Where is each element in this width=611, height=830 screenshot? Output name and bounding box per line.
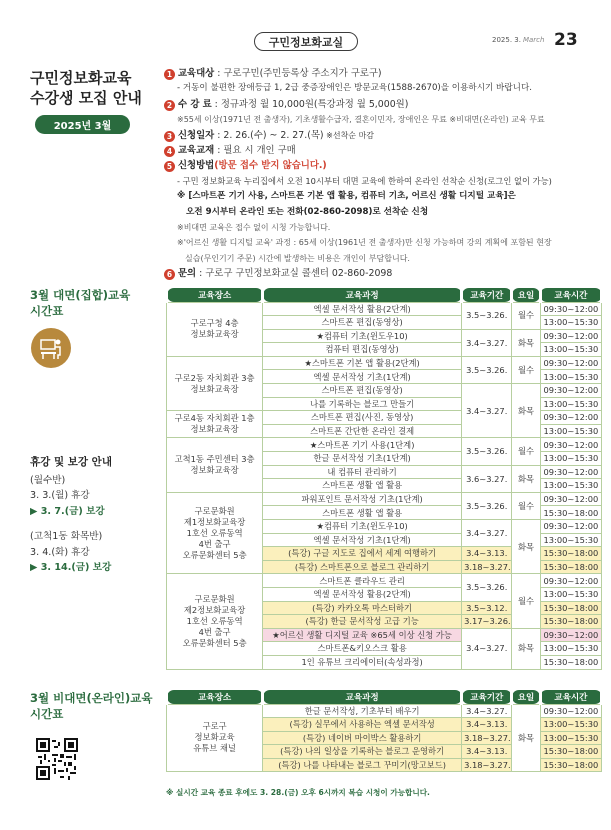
course-cell: ★스마트폰 기본 앱 활용(2단계) [263,356,462,370]
course-cell: 엑셀 문서작성 기초(1단계) [263,533,462,547]
period-cell: 3.18~3.27. [462,560,512,574]
place-cell: 구로4동 자치회관 1층 정보화교육장 [167,411,263,438]
time-cell: 13:00~15:30 [540,397,601,411]
course-cell: 한글 문서작성 기초(1단계) [263,452,462,466]
time-cell: 09:30~12:00 [540,492,601,506]
col-header: 교육시간 [540,690,601,704]
course-cell: 한글 문서작성, 기초부터 배우기 [263,704,462,718]
course-cell: 스마트폰 생활 앱 활용 [263,479,462,493]
period-cell: 3.18~3.27. [462,758,512,772]
number-badge: 1 [164,69,175,80]
issue-date: 2025. 3. March [492,36,545,44]
place-cell: 고척1동 주민센터 3층 정보화교육장 [167,438,263,492]
course-cell: 1인 유튜브 크리에이터(속성과정) [263,655,462,669]
period-cell: 3.5~3.26. [462,492,512,519]
period-cell: 3.4~3.27. [462,704,512,718]
col-header: 교육과정 [263,690,462,704]
period-cell: 3.4~3.27. [462,520,512,547]
period-cell: 3.4~3.13. [462,718,512,732]
period-cell: 3.4~3.27. [462,384,512,438]
footnote: ※ 실시간 교육 종료 후에도 3. 28.(금) 오후 6시까지 복습 시청이 가능합니다. [166,788,430,797]
time-cell: 15:30~18:00 [540,601,601,615]
time-cell: 09:30~12:00 [540,302,601,316]
month-badge: 2025년 3월 [35,115,130,134]
day-cell: 화목 [512,384,540,438]
time-cell: 13:00~15:30 [540,731,601,745]
time-cell: 15:30~18:00 [540,560,601,574]
course-cell: 스마트폰 생활 앱 활용 [263,506,462,520]
qr-code[interactable] [36,738,78,780]
day-cell: 월수 [512,438,540,465]
online-section-title: 3월 비대면(온라인)교육 시간표 [30,691,153,721]
course-cell: (특강) 한글 문서작성 고급 기능 [263,615,462,629]
classroom-icon [31,328,71,368]
day-cell: 화목 [512,520,540,574]
page-number: 23 [554,30,578,50]
number-badge: 6 [164,269,175,280]
col-header: 교육기간 [462,288,512,302]
course-cell: (특강) 실무에서 사용하는 엑셀 문서작성 [263,718,462,732]
time-cell: 13:00~15:30 [540,642,601,656]
time-cell: 09:30~12:00 [540,704,601,718]
offline-section-title: 3월 대면(집합)교육 시간표 [30,288,131,318]
course-cell: (특강) 카카오톡 마스터하기 [263,601,462,615]
period-cell: 3.5~3.26. [462,438,512,465]
time-cell: 13:00~15:30 [540,587,601,601]
time-cell: 13:00~15:30 [540,316,601,330]
period-cell: 3.17~3.26. [462,615,512,629]
period-cell: 3.4~3.27. [462,329,512,356]
course-cell: 엑셀 문서작성 기초(1단계) [263,370,462,384]
col-header: 교육장소 [167,690,263,704]
course-cell: 내 컴퓨터 관리하기 [263,465,462,479]
section-tag: 구민정보화교실 [254,32,358,51]
col-header: 교육기간 [462,690,512,704]
time-cell: 09:30~12:00 [540,356,601,370]
day-cell: 화목 [512,628,540,669]
holiday-notice: 휴강 및 보강 안내 (월수반) 3. 3.(월) 휴강 ▶ 3. 7.(금) 보강 (고척1동 화목반) 3. 4.(화) 휴강 ▶ 3. 14.(금) 보강 [30,456,112,573]
time-cell: 15:30~18:00 [540,506,601,520]
course-cell: 나를 기록하는 블로그 만들기 [263,397,462,411]
period-cell: 3.18~3.27. [462,731,512,745]
time-cell: 09:30~12:00 [540,329,601,343]
day-cell: 월수 [512,492,540,519]
time-cell: 15:30~18:00 [540,655,601,669]
col-header: 요일 [512,288,540,302]
course-cell: 파워포인트 문서작성 기초(1단계) [263,492,462,506]
period-cell: 3.4~3.27. [462,628,512,669]
day-cell: 월수 [512,574,540,628]
course-cell: (특강) 네이버 마이박스 활용하기 [263,731,462,745]
time-cell: 15:30~18:00 [540,745,601,759]
time-cell: 09:30~12:00 [540,574,601,588]
time-cell: 13:00~15:30 [540,533,601,547]
day-cell: 화목 [512,704,540,772]
course-cell: (특강) 구글 지도로 집에서 세계 여행하기 [263,547,462,561]
number-badge: 2 [164,100,175,111]
course-cell: (특강) 나의 일상을 기록하는 블로그 운영하기 [263,745,462,759]
day-cell: 월수 [512,356,540,383]
time-cell: 13:00~15:30 [540,479,601,493]
day-cell: 화목 [512,465,540,492]
course-cell: ★스마트폰 기기 사용(1단계) [263,438,462,452]
time-cell: 15:30~18:00 [540,547,601,561]
period-cell: 3.5~3.26. [462,356,512,383]
time-cell: 09:30~12:00 [540,411,601,425]
period-cell: 3.6~3.27. [462,465,512,492]
time-cell: 09:30~12:00 [540,384,601,398]
time-cell: 13:00~15:30 [540,370,601,384]
course-cell: (특강) 나를 나타내는 블로그 꾸미기(망고보드) [263,758,462,772]
offline-schedule-table [165,288,603,670]
course-cell: ★어르신 생활 디지털 교육 ※65세 이상 신청 가능 [263,628,462,642]
period-cell: 3.4~3.13. [462,745,512,759]
period-cell: 3.5~3.26. [462,302,512,329]
course-cell: ★컴퓨터 기초(윈도우10) [263,329,462,343]
place-cell: 구로구 정보화교육 유튜브 채널 [167,704,263,772]
course-cell: 스마트폰 편집(사진, 동영상) [263,411,462,425]
col-header: 교육과정 [263,288,462,302]
info-block: 1 교육대상 : 구로구민(주민등록상 주소지가 구로구) - 거동이 불편한 장애등급 1, 2급 중증장애인은 방문교육(1588-2670)을 이용하시기 바랍니다. 2 수 강 료 : 정규과정 월 10,000원(특강과정 월 5,000원) ※55세 이상(1971년 전 출생자), 기초생활수급자, 결혼이민자, 장애인은 무료 ※비대면(온라인) 교육 무료 3 신청일자 : 2. 26.(수) ~ 2. 27.(목) ※선착순 마감 4 교육교재 : 필요 시 개인 구매 5 신청방법(방문 접수 받지 않습니다.) - 구민 정보화교육 누리집에서 오전 10시부터 대면 교육에 한하여 온라인 선착순 신청(로그인 없이 가능) ※ [스마트폰 기기 사용, 스마트폰 기본 앱 활용, 컴퓨터 기초, 어르신 생활 디지털 교육]은 오전 9시부터 온라인 또는 전화(02-860-2098)로 선착순 신청 ※비대면 교육은 접수 없이 시청 가능합니다. ※'어르신 생활 디지털 교육' 과정 : 65세 이상(1961년 전 출생자)만 신청 가능하며 강의 계획에 포함된 현장 실습(무인기기 주문) 시간에 발생하는 비용은 개인이 부담합니다. 6 문의 : 구로구 구민정보화교실 콜센터 02-860-2098 [164,66,604,282]
course-cell: 스마트폰 간단한 온라인 결제 [263,424,462,438]
time-cell: 09:30~12:00 [540,520,601,534]
col-header: 요일 [512,690,540,704]
time-cell: 09:30~12:00 [540,628,601,642]
online-schedule-table [165,690,603,772]
course-cell: 스마트폰 클라우드 관리 [263,574,462,588]
time-cell: 09:30~12:00 [540,438,601,452]
course-cell: 스마트폰 편집(동영상) [263,316,462,330]
number-badge: 5 [164,161,175,172]
time-cell: 13:00~15:30 [540,718,601,732]
time-cell: 15:30~18:00 [540,615,601,629]
period-cell: 3.4~3.13. [462,547,512,561]
page-title: 구민정보화교육 수강생 모집 안내 [30,69,142,107]
course-cell: 스마트폰 편집(동영상) [263,384,462,398]
course-cell: ★컴퓨터 기초(윈도우10) [263,520,462,534]
number-badge: 3 [164,131,175,142]
time-cell: 15:30~18:00 [540,758,601,772]
course-cell: (특강) 스마트폰으로 블로그 관리하기 [263,560,462,574]
place-cell: 구로2동 자치회관 3층 정보화교육장 [167,356,263,410]
course-cell: 엑셀 문서작성 활용(2단계) [263,587,462,601]
day-cell: 화목 [512,329,540,356]
period-cell: 3.5~3.12. [462,601,512,615]
time-cell: 09:30~12:00 [540,465,601,479]
course-cell: 컴퓨터 편집(동영상) [263,343,462,357]
time-cell: 13:00~15:30 [540,343,601,357]
col-header: 교육시간 [540,288,601,302]
place-cell: 구로문화원 제2정보화교육장 1호선 오류동역 4번 출구 오류문화센터 5층 [167,574,263,669]
time-cell: 13:00~15:30 [540,452,601,466]
col-header: 교육장소 [167,288,263,302]
course-cell: 스마트폰&키오스크 활용 [263,642,462,656]
number-badge: 4 [164,146,175,157]
period-cell: 3.5~3.26. [462,574,512,601]
place-cell: 구로구청 4층 정보화교육장 [167,302,263,356]
place-cell: 구로문화원 제1정보화교육장 1호선 오류동역 4번 출구 오류문화센터 5층 [167,492,263,574]
day-cell: 월수 [512,302,540,329]
time-cell: 13:00~15:30 [540,424,601,438]
course-cell: 엑셀 문서작성 활용(2단계) [263,302,462,316]
